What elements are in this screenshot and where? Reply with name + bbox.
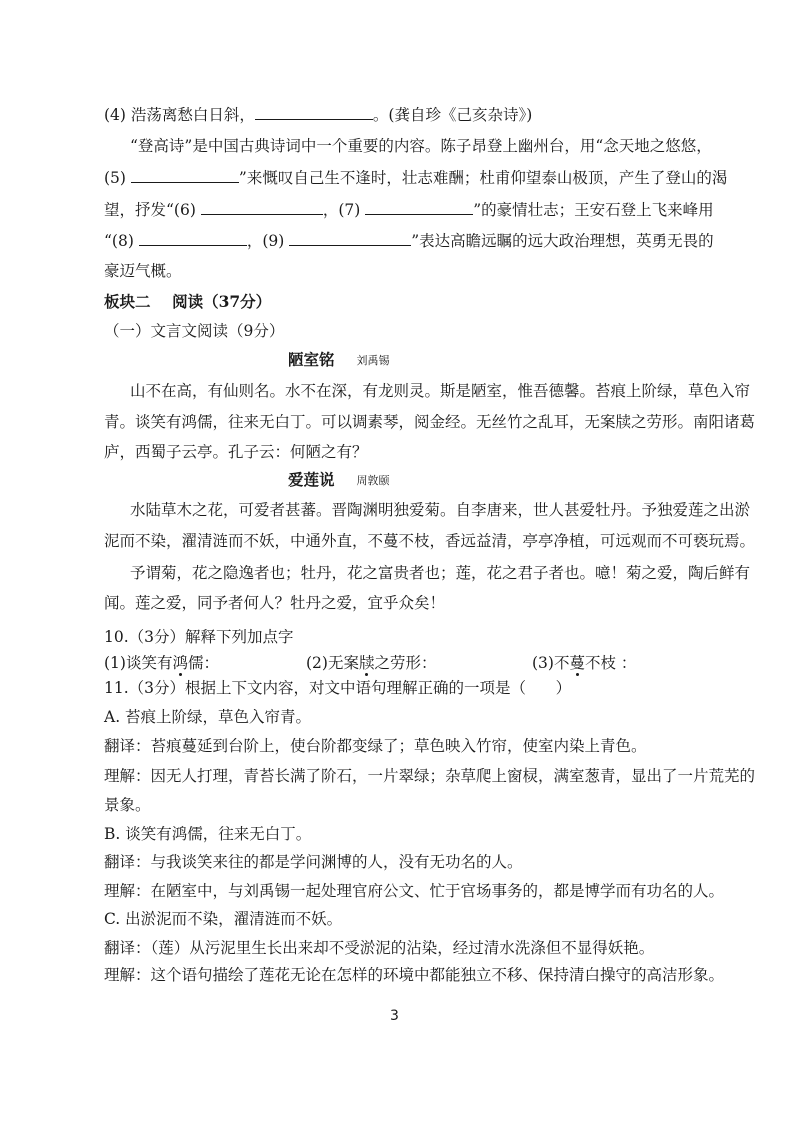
text1-author: 刘禹锡 [356,354,390,367]
question-10-stem: 10.（3分）解释下列加点字 [104,628,294,646]
q11-option-a[interactable]: A. 苔痕上阶绿，草色入帘青。 [104,708,312,726]
subsection-heading-classical: （一）文言文阅读（9分） [104,322,285,340]
intro-line-4: “(8) ，(9) ”表达高瞻远瞩的远大政治理想，英勇无畏的 [104,229,724,252]
text1-line-3: 庐，西蜀子云亭。孔子云：何陋之有？ [104,443,368,461]
text2-title: 爱莲说 [288,470,335,489]
intro-line-2: (5) ”来慨叹自己生不逢时，壮志难酬；杜甫仰望泰山极顶，产生了登山的渴 [104,166,724,189]
question-10-items [104,652,724,674]
answer-blank-5[interactable] [131,166,239,183]
q11-option-b-translation: 翻译：与我谈笑来往的都是学问渊博的人，没有无功名的人。 [104,853,523,871]
text2-line-2: 泥而不染，濯清涟而不妖，中通外直，不蔓不枝，香远益清，亭亭净植，可远观而不可亵玩焉。 [104,532,756,550]
intro-line-1: “登高诗”是中国古典诗词中一个重要的内容。陈子昂登上幽州台，用“念天地之悠悠， [130,137,712,155]
answer-blank-9[interactable] [289,229,411,246]
question-11-stem: 11.（3分）根据上下文内容，对文中语句理解正确的一项是（ ） [104,679,572,697]
intro-line-3: 望，抒发“(6) ，(7) ”的豪情壮志；王安石登上飞来峰用 [104,198,724,221]
text1-line-2: 青。谈笑有鸿儒，往来无白丁。可以调素琴，阅金经。无丝竹之乱耳，无案牍之劳形。南阳诸葛 [104,413,756,431]
q11-option-a-understanding-2: 景象。 [104,796,151,814]
q11-option-a-translation: 翻译：苔痕蔓延到台阶上，使台阶都变绿了；草色映入竹帘，使室内染上青色。 [104,737,647,755]
answer-blank-8[interactable] [139,229,247,246]
q10-item-1: (1)谈笑有鸿儒： [104,654,219,672]
q10-item-3: (3)不蔓不枝 ： [532,654,637,672]
poem-question-4: (4) 浩荡离愁白日斜， 。(龚自珍《己亥杂诗》) [104,103,724,126]
q11-option-c-translation: 翻译：（莲）从污泥里生长出来却不受淤泥的沾染，经过清水洗涤但不显得妖艳。 [104,939,655,957]
text2-line-1: 水陆草木之花，可爱者甚蕃。晋陶渊明独爱菊。自李唐来，世人甚爱牡丹。予独爱莲之出淤 [130,501,751,519]
text2-line-3: 予谓菊，花之隐逸者也；牡丹，花之富贵者也；莲，花之君子者也。噫！菊之爱，陶后鲜有 [130,564,751,582]
q11-option-c[interactable]: C. 出淤泥而不染，濯清涟而不妖。 [104,910,343,928]
answer-blank-7[interactable] [365,198,473,215]
answer-blank-4[interactable] [255,103,373,120]
text1-title: 陋室铭 [288,350,335,369]
page-number: 3 [390,1008,399,1024]
q11-option-a-understanding-1: 理解：因无人打理，青苔长满了阶石，一片翠绿；杂草爬上窗棂，满室葱青，显出了一片荒芜的 [104,767,756,785]
intro-line-5: 豪迈气概。 [104,262,182,280]
text2-title-row [288,469,390,492]
text1-title-row [288,349,390,372]
section-heading-reading: 板块二 阅读（37分） [104,292,272,311]
q11-option-b-understanding: 理解：在陋室中，与刘禹锡一起处理官府公文、忙于官场事务的，都是博学而有功名的人。 [104,882,725,900]
q10-item-2: (2)无案牍之劳形： [306,654,437,672]
q11-option-c-understanding: 理解：这个语句描绘了莲花无论在怎样的环境中都能独立不移、保持清白操守的高洁形象。 [104,966,725,984]
answer-blank-6[interactable] [201,198,323,215]
q11-option-b[interactable]: B. 谈笑有鸿儒，往来无白丁。 [104,825,312,843]
text2-author: 周敦颐 [356,474,390,487]
text1-line-1: 山不在高，有仙则名。水不在深，有龙则灵。斯是陋室，惟吾德馨。苔痕上阶绿，草色入帘 [130,382,751,400]
text2-line-4: 闻。莲之爱，同予者何人？牡丹之爱，宜乎众矣！ [104,594,446,612]
